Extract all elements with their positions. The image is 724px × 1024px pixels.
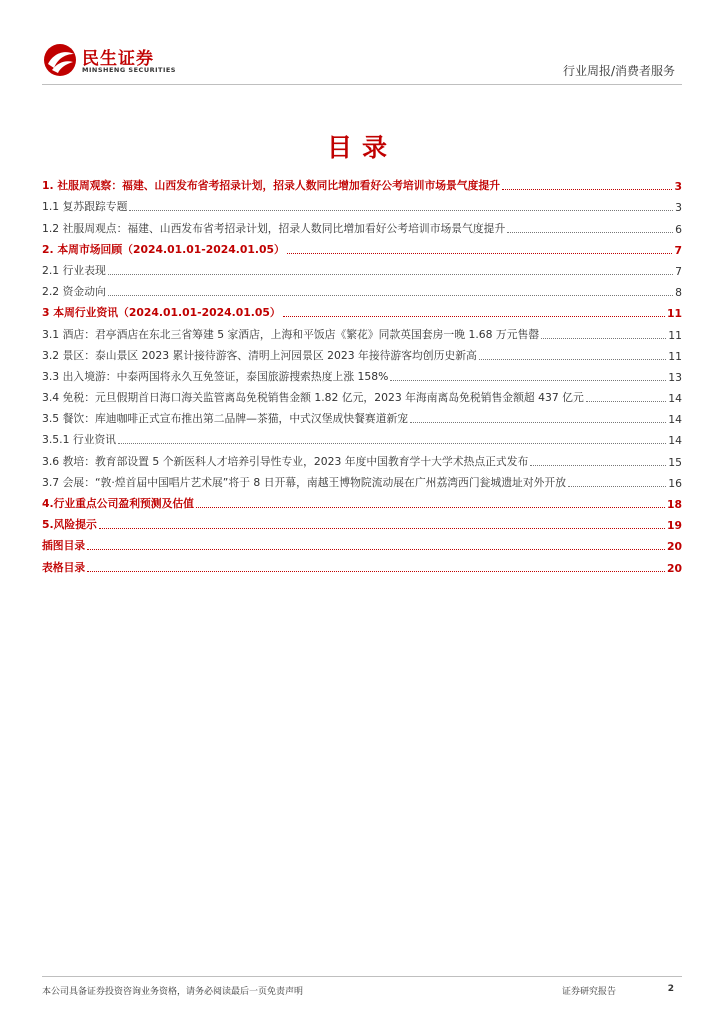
toc-entry-label: 2.2 资金动向	[42, 285, 106, 299]
toc-entry-label: 1.2 社服周观点：福建、山西发布省考招录计划，招录人数同比增加看好公考培训市场景气度提升	[42, 221, 506, 235]
toc-entry[interactable]	[42, 320, 682, 341]
toc-entry-label: 5.风险提示	[42, 518, 97, 532]
header-divider	[42, 84, 682, 85]
toc-leader-dots	[586, 401, 666, 402]
brand-name-cn: 民生证券	[82, 49, 154, 69]
page-title: 目录	[326, 133, 397, 162]
toc-entry-page: 19	[666, 519, 682, 533]
toc-entry[interactable]	[42, 426, 682, 447]
toc-leader-dots	[287, 253, 673, 254]
toc-entry-page: 7	[674, 243, 682, 257]
toc-leader-dots	[541, 338, 666, 339]
toc-entry-label: 3 本周行业资讯（2024.01.01-2024.01.05）	[42, 306, 281, 320]
toc-entry-page: 11	[668, 349, 682, 363]
toc-entry-page: 15	[668, 455, 682, 469]
toc-entry[interactable]	[42, 469, 682, 490]
toc-entry-page: 11	[668, 328, 682, 342]
toc-entry-page: 18	[666, 498, 682, 511]
toc-entry[interactable]	[42, 384, 682, 405]
footer-divider	[42, 976, 682, 977]
toc-entry[interactable]	[42, 299, 682, 320]
toc-entry-page: 16	[668, 476, 682, 490]
brand-logo-icon	[42, 42, 78, 78]
toc-entry[interactable]	[42, 532, 682, 553]
toc-entry-label: 1. 社服周观察：福建、山西发布省考招录计划，招录人数同比增加看好公考培训市场景气度提升	[42, 179, 501, 193]
toc-entry[interactable]	[42, 193, 682, 214]
page-header	[0, 0, 724, 90]
toc-entry[interactable]	[42, 214, 682, 235]
toc-leader-dots	[410, 422, 666, 423]
toc-entry-label: 3.6 教培：教育部设置 5 个新医科人才培养引导性专业，2023 年度中国教育学十大学术热点正式发布	[42, 454, 529, 468]
toc-entry-label: 表格目录	[42, 560, 86, 574]
toc-leader-dots	[108, 295, 673, 296]
brand-name-en: MINSHENG SECURITIES	[82, 66, 176, 74]
toc-entry[interactable]	[42, 405, 682, 426]
toc-leader-dots	[118, 443, 666, 444]
toc-entry-page: 20	[666, 561, 682, 575]
toc-leader-dots	[390, 380, 666, 381]
toc-entry-page: 14	[668, 434, 682, 448]
toc-entry[interactable]	[42, 342, 682, 363]
toc-entry-page: 14	[668, 392, 682, 406]
toc-entry-page: 3	[675, 201, 682, 215]
toc-entry-page: 8	[675, 286, 682, 300]
toc-leader-dots	[87, 571, 665, 572]
footer-report-type: 证券研究报告	[562, 987, 617, 997]
toc-leader-dots	[108, 274, 673, 275]
toc-leader-dots	[283, 316, 665, 317]
toc-entry[interactable]	[42, 278, 682, 299]
toc-entry-page: 6	[675, 222, 682, 236]
toc-entry[interactable]	[42, 553, 682, 574]
toc-entry[interactable]	[42, 511, 682, 532]
toc-leader-dots	[502, 189, 672, 190]
footer-disclaimer: 本公司具备证券投资咨询业务资格，请务必阅读最后一页免责声明	[42, 987, 304, 997]
toc-leader-dots	[568, 486, 666, 487]
toc-entry-label: 1.1 复苏跟踪专题	[42, 200, 128, 214]
toc-entry-page: 20	[666, 540, 682, 554]
toc-entry-label: 3.2 景区：泰山景区 2023 累计接待游客、清明上河园景区 2023 年接待游客均创历史新高	[42, 348, 477, 362]
toc-leader-dots	[530, 465, 666, 466]
toc-leader-dots	[87, 549, 665, 550]
toc-leader-dots	[507, 232, 673, 233]
brand-logo	[42, 42, 182, 78]
toc-entry[interactable]	[42, 172, 682, 193]
toc-entry-page: 13	[668, 370, 682, 384]
toc-leader-dots	[99, 528, 665, 529]
toc-entry-label: 2.1 行业表现	[42, 263, 106, 277]
toc-leader-dots	[479, 359, 666, 360]
toc-entry-page: 3	[674, 180, 682, 194]
toc-entry[interactable]	[42, 447, 682, 468]
toc-entry-label: 插图目录	[42, 539, 86, 553]
toc-entry-label: 3.7 会展：“敦·煌首届中国唱片艺术展”将于 8 日开幕，南越王博物院流动展在广州荔湾西门瓮城遗址对外开放	[42, 475, 567, 489]
toc-entry-label: 3.1 酒店：君亭酒店在东北三省筹建 5 家酒店，上海和平饭店《繁花》同款英国套房一晚 1.68 万元售罄	[42, 327, 540, 341]
toc-entry[interactable]	[42, 257, 682, 278]
toc-entry-label: 4.行业重点公司盈利预测及估值	[42, 497, 194, 510]
toc-leader-dots	[196, 507, 665, 508]
toc-leader-dots	[129, 210, 673, 211]
toc-entry-label: 2. 本周市场回顾（2024.01.01-2024.01.05）	[42, 242, 285, 256]
toc-entry-label: 3.3 出入境游：中泰两国将永久互免签证，泰国旅游搜索热度上涨 158%	[42, 369, 389, 383]
toc-entry[interactable]	[42, 363, 682, 384]
page-number: 2	[667, 984, 674, 994]
table-of-contents	[42, 172, 682, 575]
toc-entry-page: 11	[666, 307, 682, 321]
toc-entry-page: 7	[675, 264, 682, 278]
toc-entry[interactable]	[42, 236, 682, 257]
report-category: 行业周报/消费者服务	[562, 64, 675, 78]
toc-entry-label: 3.5 餐饮：库迪咖啡正式宣布推出第二品牌—茶猫，中式汉堡成快餐赛道新宠	[42, 412, 409, 426]
toc-entry-label: 3.4 免税：元旦假期首日海口海关监管离岛免税销售金额 1.82 亿元，2023 年海南离岛免税销售金额超 437 亿元	[42, 391, 584, 405]
toc-entry-page: 14	[668, 413, 682, 427]
toc-entry[interactable]	[42, 490, 682, 511]
toc-entry-label: 3.5.1 行业资讯	[42, 433, 117, 447]
